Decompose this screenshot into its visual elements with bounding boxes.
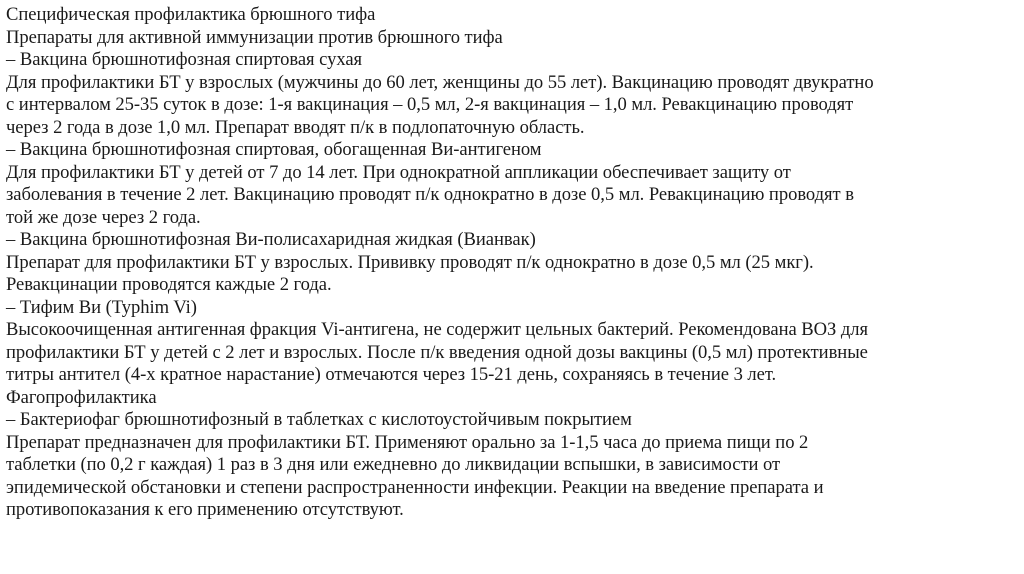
text-line: Для профилактики БТ у детей от 7 до 14 лет. При однократной аппликации обеспечивает защиту от <box>6 161 791 183</box>
vaccine-item-3-title: – Вакцина брюшнотифозная Ви-полисахаридная жидкая (Вианвак) <box>6 229 536 250</box>
text-line: с интервалом 25-35 суток в дозе: 1-я вакцинация – 0,5 мл, 2-я вакцинация – 1,0 мл. Ревакцинацию проводят <box>6 94 854 115</box>
text-line: той же дозе через 2 года. <box>6 206 201 228</box>
heading-title: Специфическая профилактика брюшного тифа <box>6 4 376 25</box>
text-line: эпидемической обстановки и степени распространенности инфекции. Реакции на введение препарата и <box>6 476 824 498</box>
text-line: Препарат для профилактики БТ у взрослых. Прививку проводят п/к однократно в дозе 0,5 мл (25 мкг). <box>6 251 814 273</box>
text-line: Препарат предназначен для профилактики БТ. Применяют орально за 1-1,5 часа до приема пищи по 2 <box>6 431 809 453</box>
document-text <box>6 4 1018 522</box>
vaccine-item-4-title: – Тифим Ви (Typhim Vi) <box>6 296 197 318</box>
subheading-phage-prophylaxis: Фагопрофилактика <box>6 386 157 408</box>
text-line: противопоказания к его применению отсутствуют. <box>6 499 404 520</box>
text-line: Для профилактики БТ у взрослых (мужчины до 60 лет, женщины до 55 лет). Вакцинацию проводят двукратно <box>6 71 874 93</box>
text-line: Высокоочищенная антигенная фракция Vi-антигена, не содержит цельных бактерий. Рекомендована ВОЗ для <box>6 319 869 340</box>
subheading-active-immunization: Препараты для активной иммунизации против брюшного тифа <box>6 26 503 48</box>
text-line: заболевания в течение 2 лет. Вакцинацию проводят п/к однократно в дозе 0,5 мл. Ревакцинацию проводят в <box>6 184 854 205</box>
phage-item-title: – Бактериофаг брюшнотифозный в таблетках с кислотоустойчивым покрытием <box>6 409 632 430</box>
vaccine-item-2-title: – Вакцина брюшнотифозная спиртовая, обогащенная Ви-антигеном <box>6 139 542 160</box>
text-line: через 2 года в дозе 1,0 мл. Препарат вводят п/к в подлопаточную область. <box>6 116 585 138</box>
text-line: профилактики БТ у детей с 2 лет и взрослых. После п/к введения одной дозы вакцины (0,5 мл) протективные <box>6 341 868 363</box>
text-line: Ревакцинации проводятся каждые 2 года. <box>6 274 332 295</box>
vaccine-item-1-title: – Вакцина брюшнотифозная спиртовая сухая <box>6 49 363 70</box>
text-line: титры антител (4-х кратное нарастание) отмечаются через 15-21 день, сохраняясь в течение 3 лет. <box>6 364 777 385</box>
text-line: таблетки (по 0,2 г каждая) 1 раз в 3 дня или ежедневно до ликвидации вспышки, в зависимости от <box>6 454 781 475</box>
